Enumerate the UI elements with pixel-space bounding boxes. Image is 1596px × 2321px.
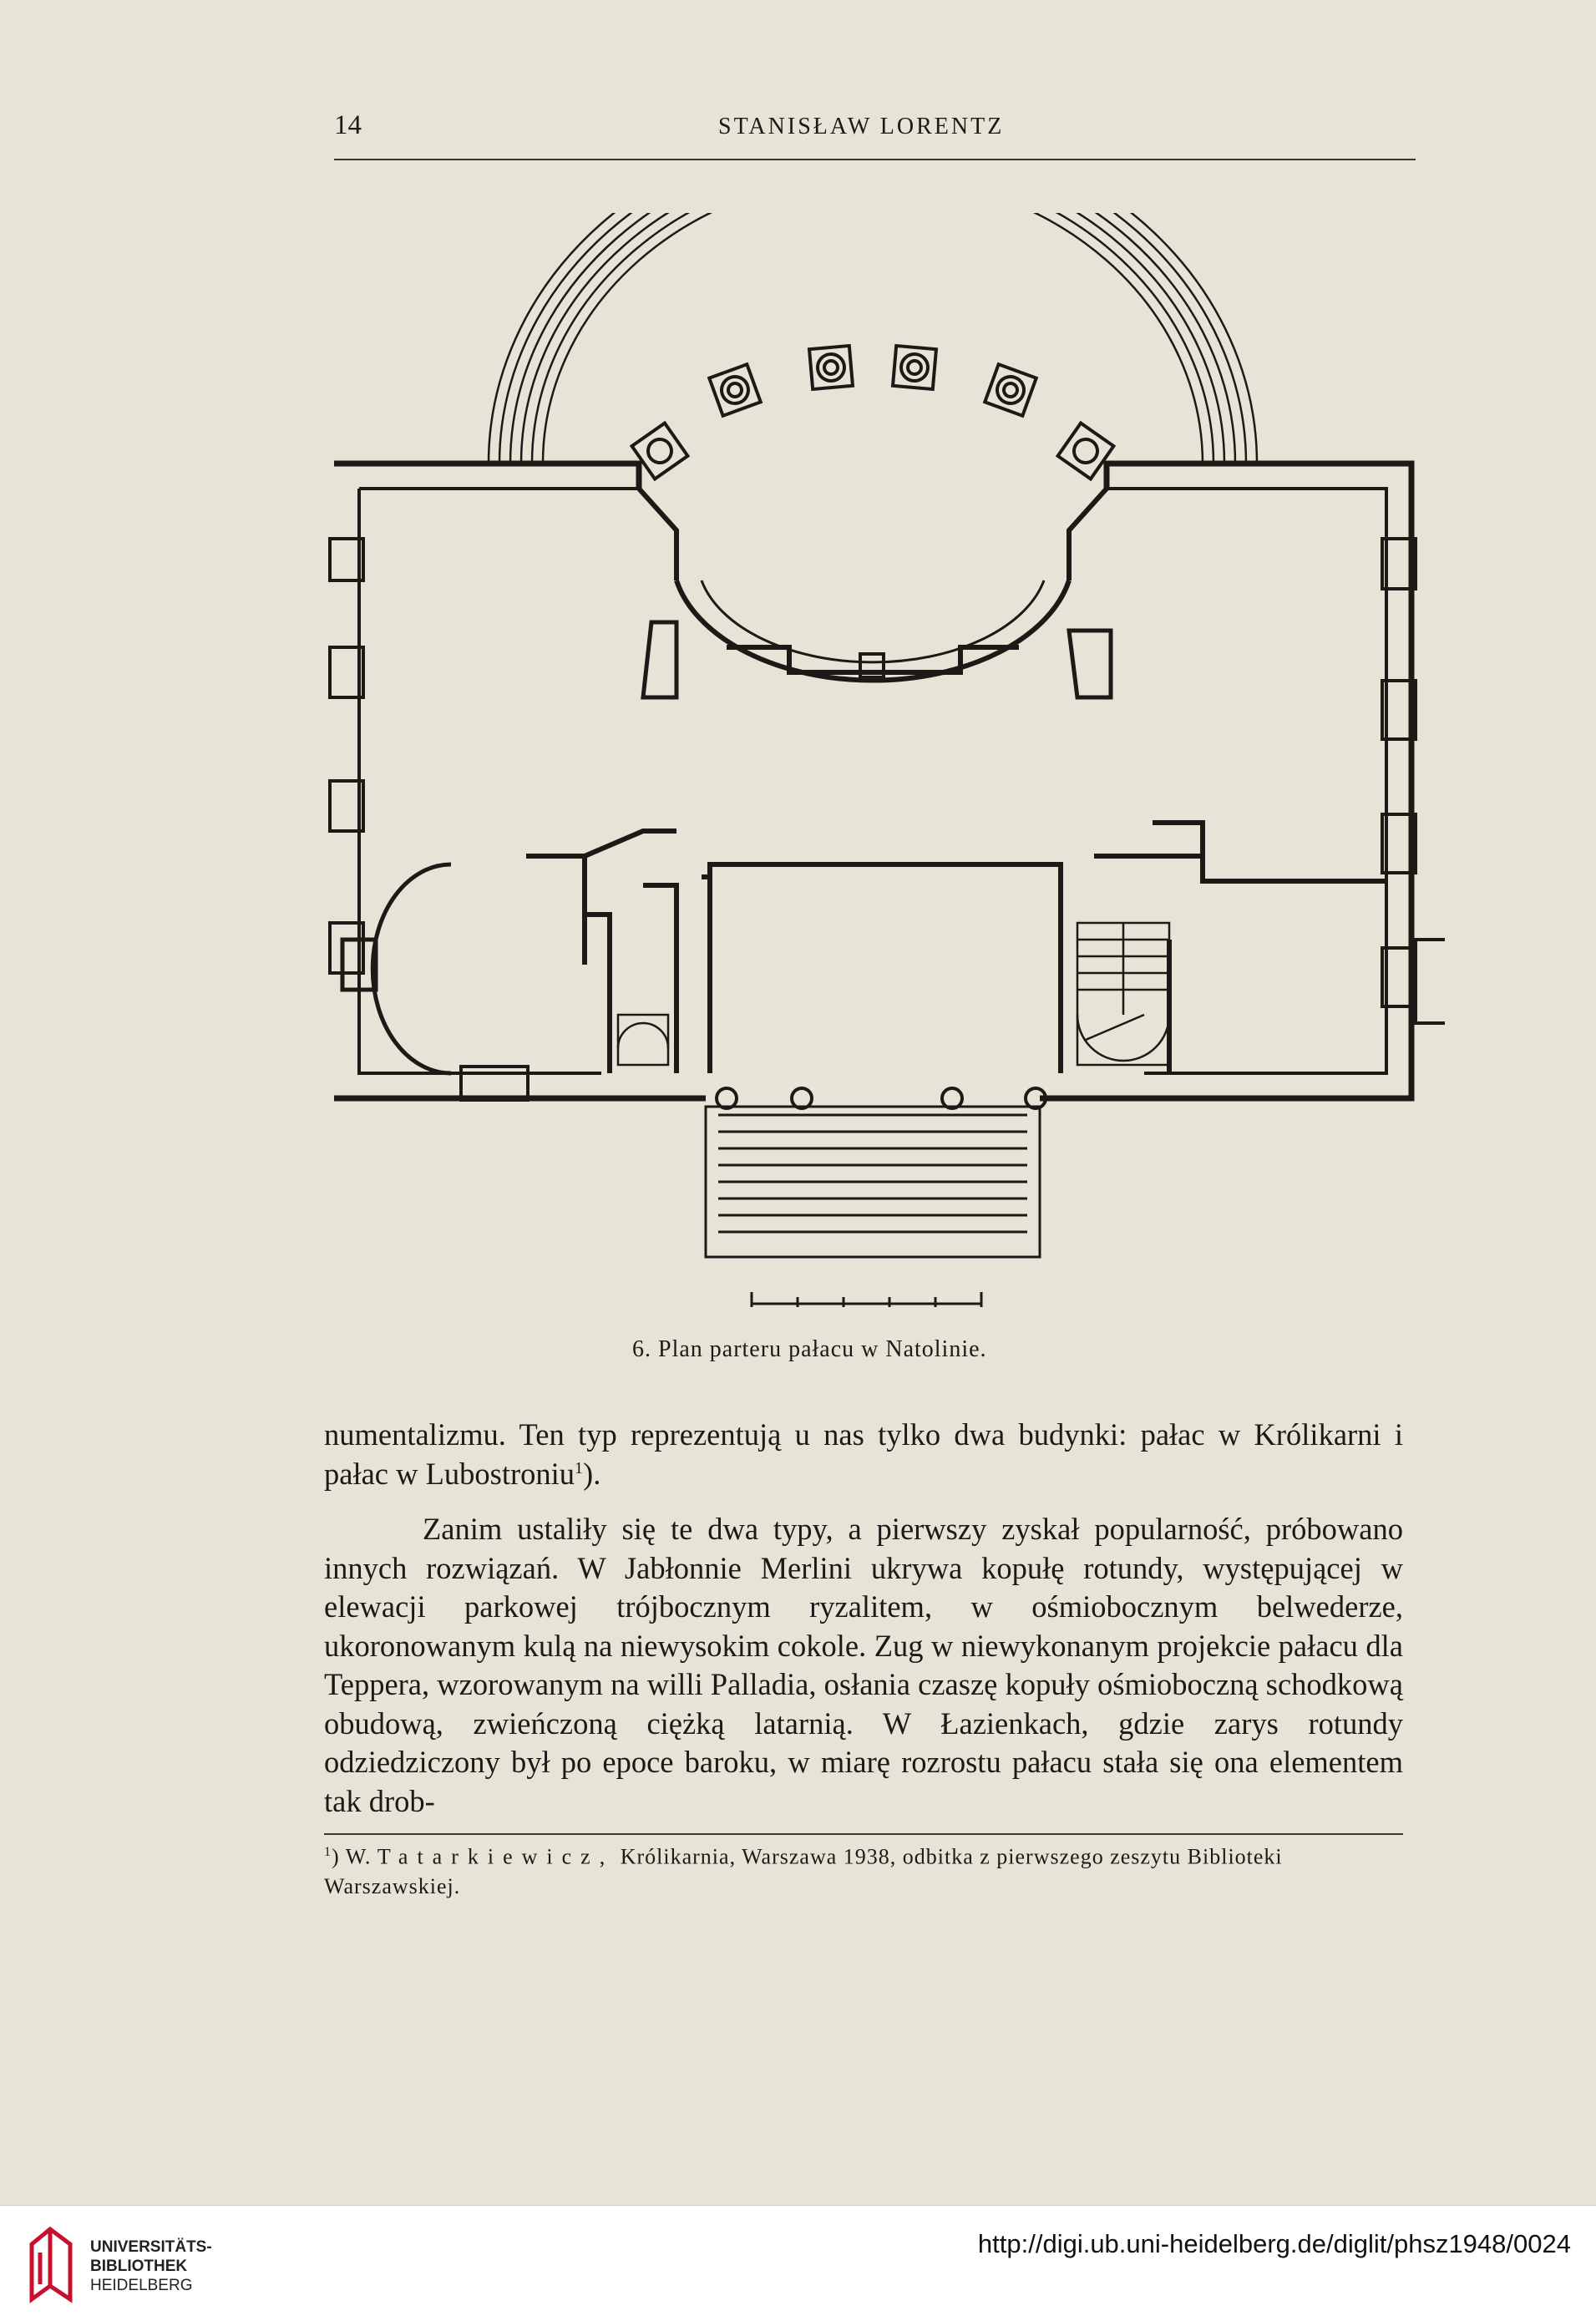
footnote-rule — [324, 1833, 1403, 1835]
library-name — [90, 2237, 212, 2295]
library-name-line2: BIBLIOTHEK — [90, 2258, 188, 2275]
floor-plan-drawing — [309, 213, 1445, 1265]
window-openings — [330, 539, 1445, 1100]
library-book-icon — [25, 2219, 77, 2308]
footnote-text: Królikarnia, Warszawa 1938, odbitka z pierwszego zeszytu Biblioteki Warszawskiej. — [324, 1844, 1283, 1898]
staircase-right — [1077, 923, 1169, 1065]
paragraph-1-text: numentalizmu. Ten typ reprezentują u nas tylko dwa budynki: pałac w Królikarni i pałac w Lubostroniu — [324, 1417, 1403, 1491]
footnote-author: Tatarkiewicz, — [377, 1844, 615, 1869]
terrace-arcs — [489, 213, 1257, 464]
column-bases — [632, 346, 1114, 479]
interior-walls — [526, 823, 1386, 1073]
staircase-left — [618, 1015, 668, 1065]
footnote-reference: 1 — [575, 1458, 584, 1477]
figure-caption: 6. Plan parteru pałacu w Natolinie. — [632, 1336, 987, 1362]
entrance-steps — [706, 1107, 1040, 1257]
footnote — [324, 1837, 1403, 1901]
scale-bar — [747, 1282, 998, 1310]
paragraph-1-end: ). — [583, 1456, 601, 1491]
library-name-line1: UNIVERSITÄTS- — [90, 2238, 212, 2256]
outer-walls — [334, 464, 1411, 1098]
paragraph-1 — [324, 1416, 1403, 1493]
page-header — [334, 110, 1416, 160]
body-text — [324, 1416, 1403, 1821]
portico-columns — [717, 1088, 1046, 1108]
digitization-footer — [0, 2205, 1596, 2321]
footnote-mark: 1 — [324, 1845, 332, 1859]
running-head: STANISŁAW LORENTZ — [718, 114, 1005, 139]
page-number: 14 — [334, 110, 362, 140]
permalink-url[interactable]: http://digi.ub.uni-heidelberg.de/diglit/phsz1948/0024 — [977, 2229, 1571, 2258]
rotunda — [639, 489, 1111, 697]
library-name-line3: HEIDELBERG — [90, 2277, 193, 2294]
paragraph-2: Zanim ustaliły się te dwa typy, a pierwszy zyskał popularność, próbowano innych rozwiązań. W Jabłonnie Merlini ukrywa kopułę rotundy, występującej w elewacji parkowej trójbocznym ryzalitem, w ośmiobocznym belwederze, ukoronowanym kulą na niewysokim cokole. Zug w niewykonanym projekcie pałacu dla Teppera, wzorowanym na willi Palladia, osłania czaszę kopuły ośmioboczną schodkową obudową, zwieńczoną ciężką latarnią. W Łazienkach, gdzie zarys rotundy odziedziczony był po epoce baroku, w miarę rozrostu pałacu stała się ona elementem tak drob- — [324, 1512, 1403, 1818]
footnote-bracket: ) W. — [332, 1844, 377, 1869]
